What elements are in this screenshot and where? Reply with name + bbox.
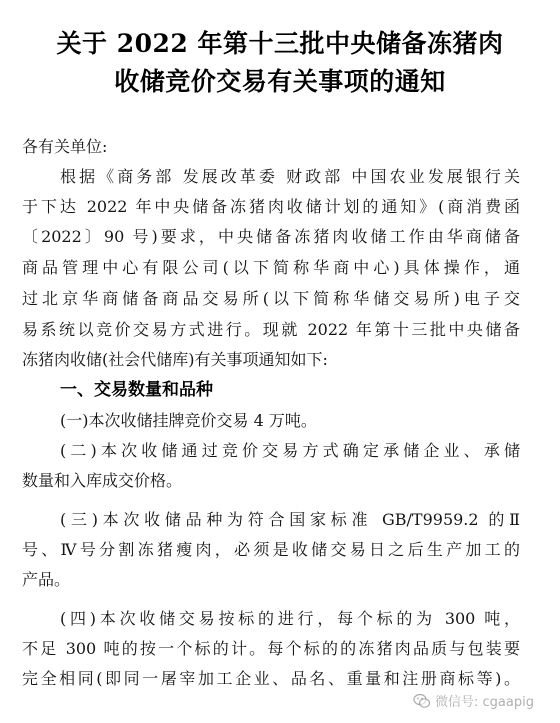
paragraph-line: 易系统以竞价交易方式进行。现就 2022 年第十三批中央储备 [22, 320, 520, 339]
item-3-line-1: (三)本次收储品种为符合国家标准 GB/T9959.2 的Ⅱ [60, 510, 520, 529]
document-title-line-1: 关于 2022 年第十三批中央储备冻猪肉 [56, 29, 504, 58]
item-4-line-1: (四)本次收储交易按标的进行，每个标的为 300 吨， [60, 609, 520, 628]
item-2-line-1: (二)本次收储通过竞价交易方式确定承储企业、承储 [60, 441, 520, 460]
paragraph-line: 〔2022〕90 号)要求，中央储备冻猪肉收储工作由华商储备 [22, 227, 520, 246]
paragraph-line: 根据《商务部 发展改革委 财政部 中国农业发展银行关 [60, 167, 520, 186]
item-2-line-2: 数量和入库成交价格。 [22, 471, 183, 490]
paragraph-line: 于下达 2022 年中央储备冻猪肉收储计划的通知》(商消费函 [22, 197, 520, 216]
item-3-line-2: 号、Ⅳ号分割冻猪瘦肉，必须是收储交易日之后生产加工的 [22, 540, 520, 559]
item-1: (一)本次收储挂牌竞价交易 4 万吨。 [60, 411, 317, 430]
item-4-line-2: 不足 300 吨的按一个标的计。每个标的的冻猪肉品质与包装要 [22, 639, 520, 658]
section-heading: 一、交易数量和品种 [60, 380, 213, 400]
watermark-text: 微信号: cgaapig [435, 695, 534, 710]
paragraph-line: 过北京华商储备商品交易所(以下简称华储交易所)电子交 [22, 289, 520, 308]
item-4-line-3: 完全相同(即同一屠宰加工企业、品名、重量和注册商标等)。 [22, 669, 520, 688]
wechat-icon [413, 692, 431, 710]
document-title-line-2: 收储竞价交易有关事项的通知 [114, 67, 446, 96]
salutation: 各有关单位: [22, 137, 108, 156]
wechat-watermark [413, 691, 534, 710]
paragraph-line: 冻猪肉收储(社会代储库)有关事项通知如下: [22, 350, 328, 369]
item-3-line-3: 产品。 [22, 570, 71, 589]
paragraph-line: 商品管理中心有限公司(以下简称华商中心)具体操作，通 [22, 258, 520, 277]
